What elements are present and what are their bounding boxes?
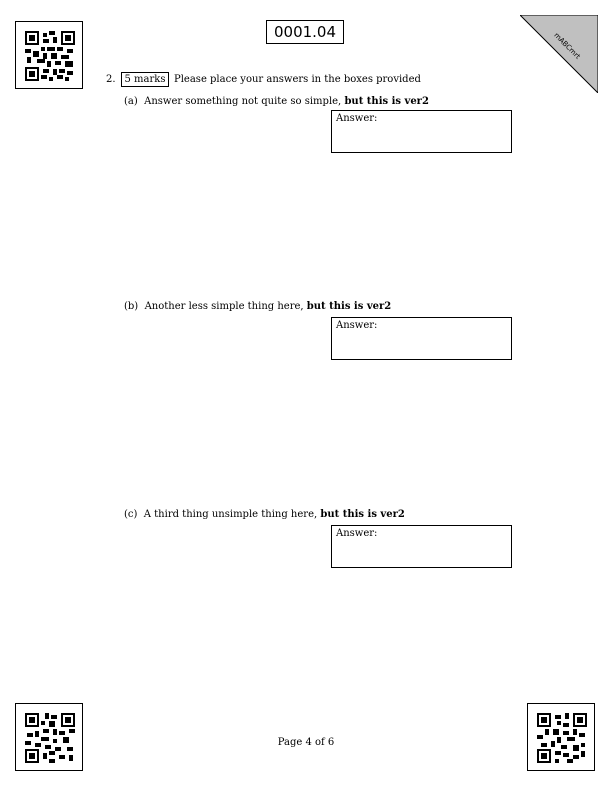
question-number: 2.: [106, 74, 116, 85]
qr-code-icon: [537, 713, 587, 763]
part-b-bold: but this is ver2: [306, 301, 392, 312]
answer-label: Answer:: [336, 320, 378, 331]
part-b: [124, 301, 391, 312]
part-c-bold: but this is ver2: [320, 509, 405, 520]
part-c-text: A third thing unsimple thing here,: [143, 509, 318, 520]
part-a: [124, 96, 429, 107]
part-a-bold: but this is ver2: [344, 96, 429, 107]
corner-stamp-icon: [520, 15, 598, 93]
answer-box-c[interactable]: [331, 525, 512, 568]
part-b-label: (b): [124, 301, 139, 312]
marks-badge: 5 marks: [121, 72, 169, 87]
part-b-text: Another less simple thing here,: [144, 301, 304, 312]
question-instruction: Please place your answers in the boxes provided: [174, 74, 421, 85]
page-number: Page 4 of 6: [277, 737, 335, 748]
answer-label: Answer:: [336, 528, 378, 539]
answer-label: Answer:: [336, 113, 378, 124]
part-a-text: Answer something not quite so simple,: [144, 96, 342, 107]
part-c-label: (c): [124, 509, 138, 520]
answer-box-b[interactable]: [331, 317, 512, 360]
part-c: [124, 509, 405, 520]
qr-code-icon: [25, 31, 75, 81]
corner-stamp-text: mABCmrt: [552, 31, 582, 61]
paper-code: 0001.04: [266, 20, 344, 44]
qr-code-bottom-right: [527, 703, 595, 771]
answer-box-a[interactable]: [331, 110, 512, 153]
qr-code-top-left: [15, 21, 83, 89]
part-a-label: (a): [124, 96, 138, 107]
